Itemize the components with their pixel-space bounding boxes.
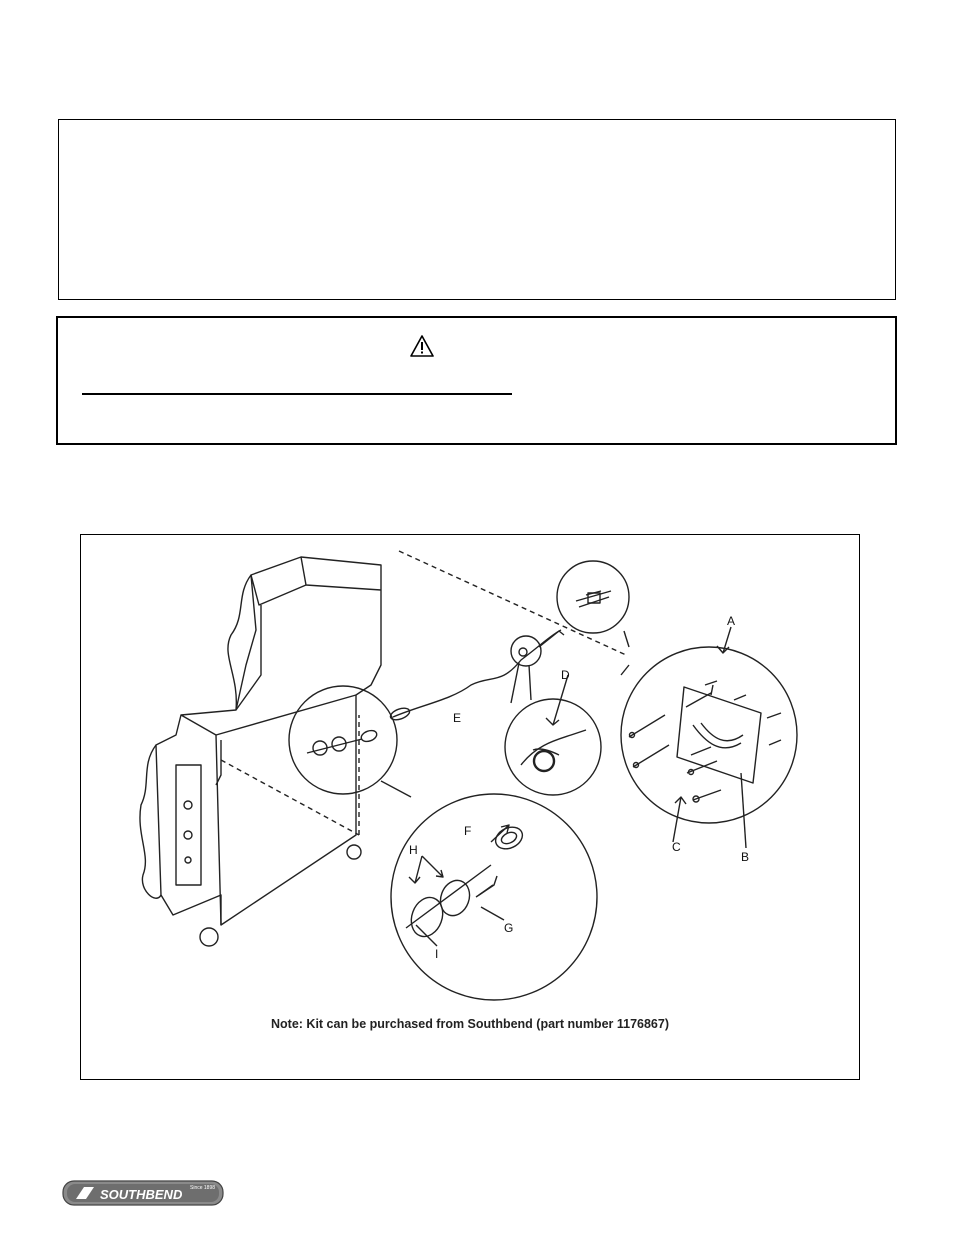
caster-rear <box>347 845 361 859</box>
southbend-logo <box>62 1180 224 1206</box>
callout-f: F <box>464 824 472 838</box>
restraint-cable <box>393 630 561 717</box>
fryer-restraint-diagram <box>81 535 861 1081</box>
callout-e: E <box>453 711 462 725</box>
control-panel <box>176 765 201 885</box>
warning-underline-rule <box>82 393 512 395</box>
logo-since: Since 1898 <box>190 1185 216 1191</box>
detail-circle-hardware <box>391 794 597 1000</box>
fryer-cabinet <box>156 557 381 925</box>
detail-circle-plate <box>621 647 797 823</box>
notice-box <box>58 119 896 300</box>
restraint-kit-figure <box>80 534 860 1080</box>
detail-circle-eyebolt-small <box>289 686 397 794</box>
callout-g: G <box>504 921 514 935</box>
figure-note: Note: Kit can be purchased from Southbend (part number 1176867) <box>271 1017 669 1031</box>
warning-triangle-icon <box>410 334 434 358</box>
callout-a: A <box>727 614 736 628</box>
callout-c: C <box>672 840 681 854</box>
callout-d: D <box>561 668 570 682</box>
detail-circle-wall <box>557 561 629 633</box>
callout-i: I <box>435 947 439 961</box>
logo-wordmark: SOUTHBEND <box>100 1187 183 1202</box>
warning-box <box>56 316 897 445</box>
callout-h: H <box>409 843 418 857</box>
callout-b: B <box>741 850 750 864</box>
detail-circle-d <box>505 699 601 795</box>
wall-plate <box>677 687 761 783</box>
caster-front <box>200 928 218 946</box>
